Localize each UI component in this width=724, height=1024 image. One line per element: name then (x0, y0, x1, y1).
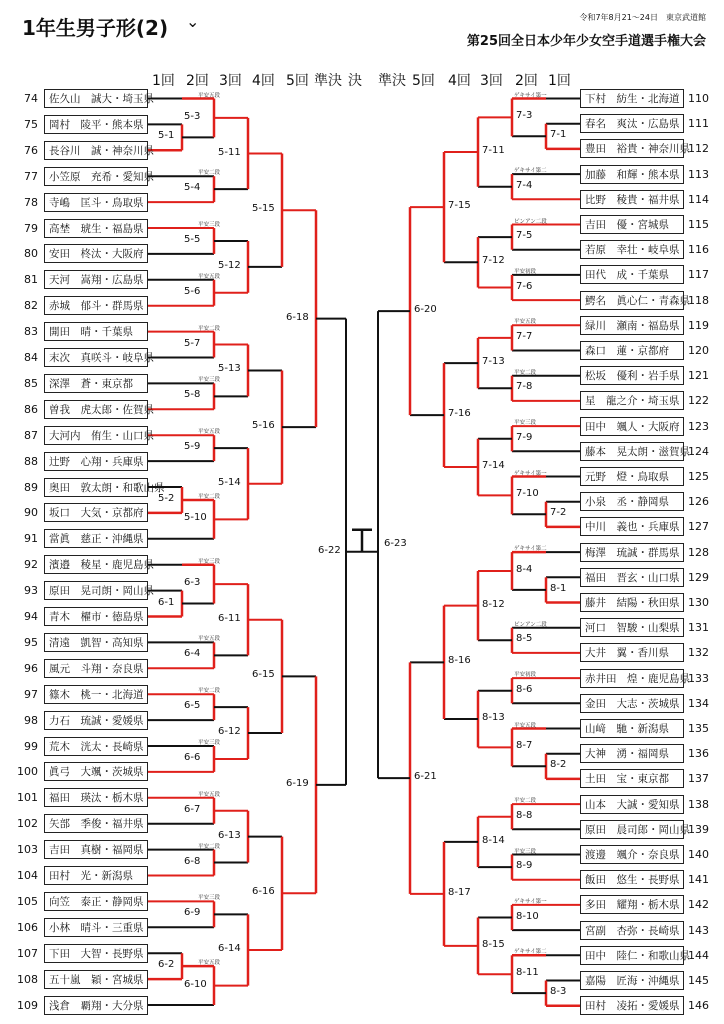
player-number: 106 (17, 920, 38, 934)
player-box[interactable]: 山本 大誠・愛知県 (580, 795, 684, 814)
kata-label: 平安五段 (514, 722, 537, 729)
player-box[interactable]: 青木 櫂市・徳島県 (44, 607, 148, 626)
player-number: 112 (688, 142, 709, 156)
kata-label: 平安二段 (198, 325, 221, 332)
kata-label: 平安五段 (198, 960, 221, 967)
player-box[interactable]: 奥田 敦太朗・和歌山県 (44, 478, 148, 497)
match-label: 6-13 (218, 829, 241, 841)
player-number: 130 (688, 596, 709, 609)
player-number: 76 (24, 143, 38, 157)
kata-label: 平安五段 (198, 92, 221, 99)
player-number: 107 (17, 946, 38, 960)
player-number: 121 (688, 369, 709, 383)
player-box[interactable]: 開田 晴・千葉県 (44, 322, 148, 341)
player-number: 131 (688, 621, 709, 635)
kata-label: 平安三段 (198, 740, 221, 746)
match-label: 7-9 (516, 431, 533, 443)
player-box[interactable]: 若原 幸壮・岐阜県 (580, 240, 684, 259)
player-box[interactable]: 清遠 凱智・高知県 (44, 633, 148, 652)
match-label: 6-23 (384, 537, 407, 549)
round-header: 5回 (286, 73, 309, 89)
match-label: 5-16 (252, 420, 275, 432)
player-number: 120 (688, 344, 709, 357)
player-number: 97 (24, 687, 38, 701)
player-box[interactable]: 坂口 大気・京都府 (44, 503, 148, 522)
chevron-down-icon[interactable]: ⌄ (186, 12, 200, 31)
player-box[interactable]: 赤城 郁斗・群馬県 (44, 296, 148, 315)
player-number: 77 (24, 169, 38, 183)
match-label: 8-13 (482, 712, 505, 724)
match-label: 7-6 (516, 280, 533, 292)
kata-label: 平安二段 (198, 843, 221, 850)
match-label: 8-6 (516, 683, 533, 695)
match-label: 8-1 (550, 582, 567, 594)
player-box[interactable]: 多田 耀翔・栃木県 (580, 895, 684, 914)
match-label: 6-5 (184, 700, 201, 712)
player-number: 90 (24, 506, 38, 520)
match-label: 5-11 (218, 146, 241, 158)
match-label: 5-9 (184, 441, 201, 453)
player-box[interactable]: 當眞 慈正・沖縄県 (44, 529, 148, 548)
match-label: 6-14 (218, 942, 241, 954)
player-box[interactable]: 下田 大智・長野県 (44, 944, 148, 963)
player-number: 138 (688, 797, 709, 811)
round-header: 4回 (252, 73, 275, 89)
match-label: 8-4 (516, 564, 533, 575)
player-number: 83 (24, 325, 38, 339)
player-box[interactable]: 天河 嵩翔・広島県 (44, 270, 148, 289)
match-label: 6-3 (184, 577, 201, 589)
player-number: 99 (24, 739, 38, 753)
player-box[interactable]: 深澤 蒼・東京都 (44, 374, 148, 393)
match-label: 5-7 (184, 337, 201, 349)
player-number: 87 (24, 428, 38, 442)
player-box[interactable]: 宮副 杏弥・長崎県 (580, 921, 684, 940)
kata-label: ピンアン二段 (514, 218, 547, 225)
player-number: 125 (688, 470, 709, 483)
match-label: 7-14 (482, 460, 505, 472)
round-header: 1回 (548, 73, 571, 89)
player-number: 98 (24, 713, 38, 727)
match-label: 6-4 (184, 648, 201, 660)
kata-label: 平安五段 (198, 429, 221, 436)
player-box[interactable]: 田代 成・千葉県 (580, 265, 684, 284)
kata-label: 平安初段 (514, 268, 537, 275)
player-number: 81 (24, 273, 38, 287)
player-box[interactable]: 元野 燈・鳥取県 (580, 467, 684, 486)
match-label: 8-12 (482, 598, 505, 610)
match-label: 7-10 (516, 488, 539, 500)
match-label: 8-11 (516, 967, 539, 979)
player-number: 123 (688, 419, 709, 433)
match-label: 7-1 (550, 129, 567, 141)
player-box[interactable]: 濱邉 稜星・鹿児島県 (44, 555, 148, 574)
player-box[interactable]: 高埜 琥生・福島県 (44, 219, 148, 238)
player-number: 109 (17, 998, 38, 1012)
kata-label: 平安二段 (514, 798, 537, 805)
kata-label: 平安五段 (198, 791, 221, 798)
match-label: 6-15 (252, 669, 275, 681)
match-label: 5-6 (184, 285, 201, 297)
player-box[interactable]: 篠木 桃一・北海道 (44, 685, 148, 704)
player-box[interactable]: 岡村 陵平・熊本県 (44, 115, 148, 134)
match-label: 8-3 (550, 986, 567, 998)
player-number: 100 (17, 765, 38, 779)
round-header: 決 (348, 73, 362, 89)
kata-label: ゲキサイ第二 (514, 546, 547, 553)
match-label: 5-5 (184, 233, 201, 245)
player-number: 94 (24, 610, 38, 623)
player-box[interactable]: 土田 宝・東京都 (580, 769, 684, 788)
player-box[interactable]: 佐久山 誠大・埼玉県 (44, 89, 148, 108)
player-number: 142 (688, 898, 709, 912)
kata-label: ゲキサイ第一 (514, 898, 547, 905)
match-label: 6-21 (414, 771, 437, 783)
player-box[interactable]: 福田 瑛汰・栃木県 (44, 788, 148, 807)
page-title: 1年生男子形(2) (22, 16, 169, 40)
match-label: 5-10 (184, 512, 207, 524)
player-box[interactable]: 星 龍之介・埼玉県 (580, 391, 684, 410)
player-box[interactable]: 小林 晴斗・三重県 (44, 918, 148, 937)
player-box[interactable]: 中川 義也・兵庫県 (580, 517, 684, 536)
player-number: 80 (24, 247, 38, 261)
player-number: 118 (688, 293, 709, 307)
player-box[interactable]: 嘉陽 匠海・沖縄県 (580, 971, 684, 990)
player-box[interactable]: 山﨑 馳・新潟県 (580, 719, 684, 738)
match-label: 6-8 (184, 855, 201, 867)
player-box[interactable]: 藤本 晃太朗・滋賀県 (580, 442, 684, 461)
match-label: 8-14 (482, 834, 505, 846)
player-number: 136 (688, 747, 709, 761)
kata-label: ゲキサイ第一 (514, 92, 547, 99)
player-box[interactable]: 風元 斗翔・奈良県 (44, 659, 148, 678)
player-number: 127 (688, 520, 709, 534)
player-number: 111 (688, 117, 709, 131)
match-label: 7-13 (482, 356, 505, 368)
player-box[interactable]: 辻野 心翔・兵庫県 (44, 452, 148, 471)
player-box[interactable]: 河口 智駿・山梨県 (580, 618, 684, 637)
player-box[interactable]: 力石 琉誠・愛媛県 (44, 711, 148, 730)
kata-label: 平安三段 (514, 848, 537, 855)
match-label: 8-17 (448, 886, 471, 898)
player-box[interactable]: 吉田 真樹・福岡県 (44, 840, 148, 859)
match-label: 6-20 (414, 304, 437, 316)
match-label: 5-3 (184, 110, 201, 122)
player-box[interactable]: 金田 大志・茨城県 (580, 694, 684, 713)
player-box[interactable]: 鰐名 眞心仁・青森県 (580, 291, 684, 310)
player-box[interactable]: 田村 凌拓・愛媛県 (580, 996, 684, 1015)
kata-label: 平安二段 (198, 688, 221, 695)
player-number: 129 (688, 570, 709, 584)
player-number: 95 (24, 635, 38, 649)
player-number: 122 (688, 394, 709, 408)
match-label: 6-19 (286, 777, 309, 789)
match-label: 6-10 (184, 978, 207, 990)
player-number: 78 (24, 195, 38, 209)
player-number: 126 (688, 495, 709, 509)
match-label: 8-10 (516, 910, 539, 922)
player-box[interactable]: 荒木 洸太・長崎県 (44, 737, 148, 756)
player-box[interactable]: 矢部 季俊・福井県 (44, 814, 148, 833)
player-number: 82 (24, 299, 38, 313)
kata-label: ピンアン二段 (514, 621, 547, 628)
player-number: 144 (688, 948, 709, 962)
match-label: 6-16 (252, 886, 275, 898)
player-box[interactable]: 藤井 結陽・秋田県 (580, 593, 684, 612)
kata-label: 平安三段 (198, 895, 221, 902)
match-label: 6-18 (286, 311, 309, 323)
match-label: 6-1 (158, 596, 175, 608)
match-label: 8-7 (516, 740, 533, 752)
player-box[interactable]: 吉田 優・宮城県 (580, 215, 684, 234)
player-number: 85 (24, 376, 38, 390)
player-number: 91 (24, 532, 38, 546)
player-box[interactable]: 加藤 和輝・熊本県 (580, 165, 684, 184)
player-number: 141 (688, 873, 709, 887)
kata-label: ゲキサイ第一 (514, 470, 547, 477)
match-label: 8-16 (448, 655, 471, 667)
player-box[interactable]: 大河内 侑生・山口県 (44, 426, 148, 445)
player-box[interactable]: 豊田 裕貴・神奈川県 (580, 139, 684, 158)
match-label: 8-9 (516, 860, 533, 872)
round-header: 3回 (480, 73, 503, 89)
player-number: 132 (688, 646, 709, 660)
player-number: 96 (24, 661, 38, 675)
player-number: 103 (17, 843, 38, 857)
kata-label: ゲキサイ第二 (514, 168, 547, 175)
player-box[interactable]: 福田 晋玄・山口県 (580, 568, 684, 587)
player-box[interactable]: 田村 光・新潟県 (44, 866, 148, 885)
player-number: 88 (24, 454, 38, 468)
player-number: 146 (688, 999, 709, 1013)
player-number: 133 (688, 671, 709, 685)
kata-label: 平安三段 (198, 377, 221, 384)
player-box[interactable]: 下村 紡生・北海道 (580, 89, 684, 108)
kata-label: 平安二段 (514, 369, 537, 376)
round-header: 2回 (515, 73, 538, 89)
player-box[interactable]: 小泉 丞・静岡県 (580, 492, 684, 511)
match-label: 7-8 (516, 381, 533, 393)
player-number: 137 (688, 772, 709, 786)
player-box[interactable]: 小笠原 充希・愛知県 (44, 167, 148, 186)
player-box[interactable]: 梅澤 琉誠・群馬県 (580, 543, 684, 562)
round-header: 準決 (314, 73, 342, 89)
match-label: 5-1 (158, 130, 175, 142)
round-header: 1回 (152, 73, 175, 89)
player-number: 105 (17, 894, 38, 908)
player-number: 86 (24, 402, 38, 416)
player-number: 116 (688, 243, 709, 257)
round-header: 準決 (378, 73, 406, 89)
match-label: 6-7 (184, 803, 201, 815)
match-label: 5-2 (158, 492, 175, 504)
match-label: 8-5 (516, 633, 533, 645)
match-label: 6-12 (218, 726, 241, 738)
match-label: 7-7 (516, 330, 533, 342)
round-header: 4回 (448, 73, 471, 89)
match-label: 8-2 (550, 759, 567, 771)
player-box[interactable]: 飯田 悠生・長野県 (580, 870, 684, 889)
player-box[interactable]: 田中 陸仁・和歌山県 (580, 946, 684, 965)
match-label: 7-16 (448, 408, 471, 420)
match-label: 7-3 (516, 110, 533, 122)
match-label: 5-13 (218, 363, 241, 375)
player-box[interactable]: 大井 翼・香川県 (580, 643, 684, 662)
match-label: 5-12 (218, 259, 241, 271)
player-number: 139 (688, 822, 709, 836)
player-box[interactable]: 田中 颯人・大阪府 (580, 417, 684, 436)
kata-label: 平安二段 (198, 493, 221, 500)
event-name: 第25回全日本少年少女空手道選手権大会 (466, 34, 706, 49)
player-number: 110 (688, 92, 709, 105)
round-header: 3回 (219, 73, 242, 89)
match-label: 7-15 (448, 200, 471, 212)
round-header: 5回 (412, 73, 435, 89)
player-number: 104 (17, 869, 38, 882)
player-number: 113 (688, 167, 709, 181)
match-label: 8-8 (516, 809, 533, 821)
kata-label: 平安三段 (198, 222, 221, 228)
kata-label: 平安五段 (198, 636, 221, 643)
player-box[interactable]: 長谷川 誠・神奈川県 (44, 141, 148, 160)
kata-label: 平安三段 (514, 420, 537, 427)
player-number: 143 (688, 923, 709, 937)
match-label: 6-2 (158, 959, 175, 971)
match-label: 6-11 (218, 612, 241, 624)
player-box[interactable]: 森口 蓮・京都府 (580, 341, 684, 360)
match-label: 6-9 (184, 907, 201, 919)
match-label: 7-5 (516, 230, 533, 242)
player-number: 119 (688, 318, 709, 332)
player-number: 114 (688, 192, 709, 206)
player-number: 84 (24, 351, 38, 364)
event-date-venue: 令和7年8月21～24日 東京武道館 (579, 13, 706, 22)
player-number: 92 (24, 558, 38, 572)
kata-label: 平安五段 (514, 319, 537, 326)
player-box[interactable]: 原田 晨司郎・岡山県 (580, 820, 684, 839)
match-label: 8-15 (482, 938, 505, 950)
match-label: 7-4 (516, 179, 533, 191)
player-box[interactable]: 浅倉 覇翔・大分県 (44, 996, 148, 1015)
player-box[interactable]: 原田 晃司朗・岡山県 (44, 581, 148, 600)
player-box[interactable]: 松坂 優利・岩手県 (580, 366, 684, 385)
player-number: 128 (688, 545, 709, 559)
player-number: 75 (24, 117, 38, 131)
round-header: 2回 (186, 73, 209, 89)
match-label: 5-14 (218, 476, 241, 488)
player-box[interactable]: 眞弓 大颯・茨城県 (44, 762, 148, 781)
match-label: 7-2 (550, 507, 567, 519)
player-number: 140 (688, 848, 709, 861)
player-number: 108 (17, 972, 38, 986)
player-box[interactable]: 安田 柊汰・大阪府 (44, 244, 148, 263)
player-number: 102 (17, 817, 38, 831)
player-box[interactable]: 緑川 瀬南・福島県 (580, 316, 684, 335)
match-label: 5-4 (184, 182, 201, 194)
player-box[interactable]: 赤井田 煌・鹿児島県 (580, 669, 684, 688)
player-box[interactable]: 寺嶋 匡斗・鳥取県 (44, 193, 148, 212)
player-number: 117 (688, 268, 709, 282)
player-number: 134 (688, 696, 709, 710)
kata-label: 平安五段 (198, 273, 221, 280)
player-number: 101 (17, 791, 38, 805)
kata-label: 平安初段 (514, 672, 537, 679)
kata-label: 平安二段 (198, 170, 221, 177)
player-box[interactable]: 末次 真咲斗・岐阜県 (44, 348, 148, 367)
player-number: 124 (688, 444, 709, 458)
match-label: 5-15 (252, 203, 275, 215)
player-box[interactable]: 比野 稜貴・福井県 (580, 190, 684, 209)
player-box[interactable]: 曽我 虎太郎・佐賀県 (44, 400, 148, 419)
player-number: 115 (688, 218, 709, 231)
kata-label: ゲキサイ第二 (514, 949, 547, 956)
player-number: 93 (24, 584, 38, 598)
match-label: 6-6 (184, 751, 201, 763)
match-label: 5-8 (184, 389, 201, 401)
match-label: 6-22 (318, 544, 341, 556)
player-box[interactable]: 渡邊 颯介・奈良県 (580, 845, 684, 864)
player-number: 135 (688, 722, 709, 735)
player-number: 79 (24, 221, 38, 235)
player-box[interactable]: 春名 爽汰・広島県 (580, 114, 684, 133)
kata-label: 平安三段 (198, 558, 221, 565)
match-label: 7-12 (482, 255, 505, 267)
player-number: 89 (24, 480, 38, 494)
player-number: 145 (688, 974, 709, 987)
match-label: 7-11 (482, 145, 505, 157)
player-box[interactable]: 大神 湧・福岡県 (580, 744, 684, 763)
player-number: 74 (24, 92, 38, 105)
player-box[interactable]: 向笠 泰正・静岡県 (44, 892, 148, 911)
player-box[interactable]: 五十嵐 穎・宮城県 (44, 970, 148, 989)
